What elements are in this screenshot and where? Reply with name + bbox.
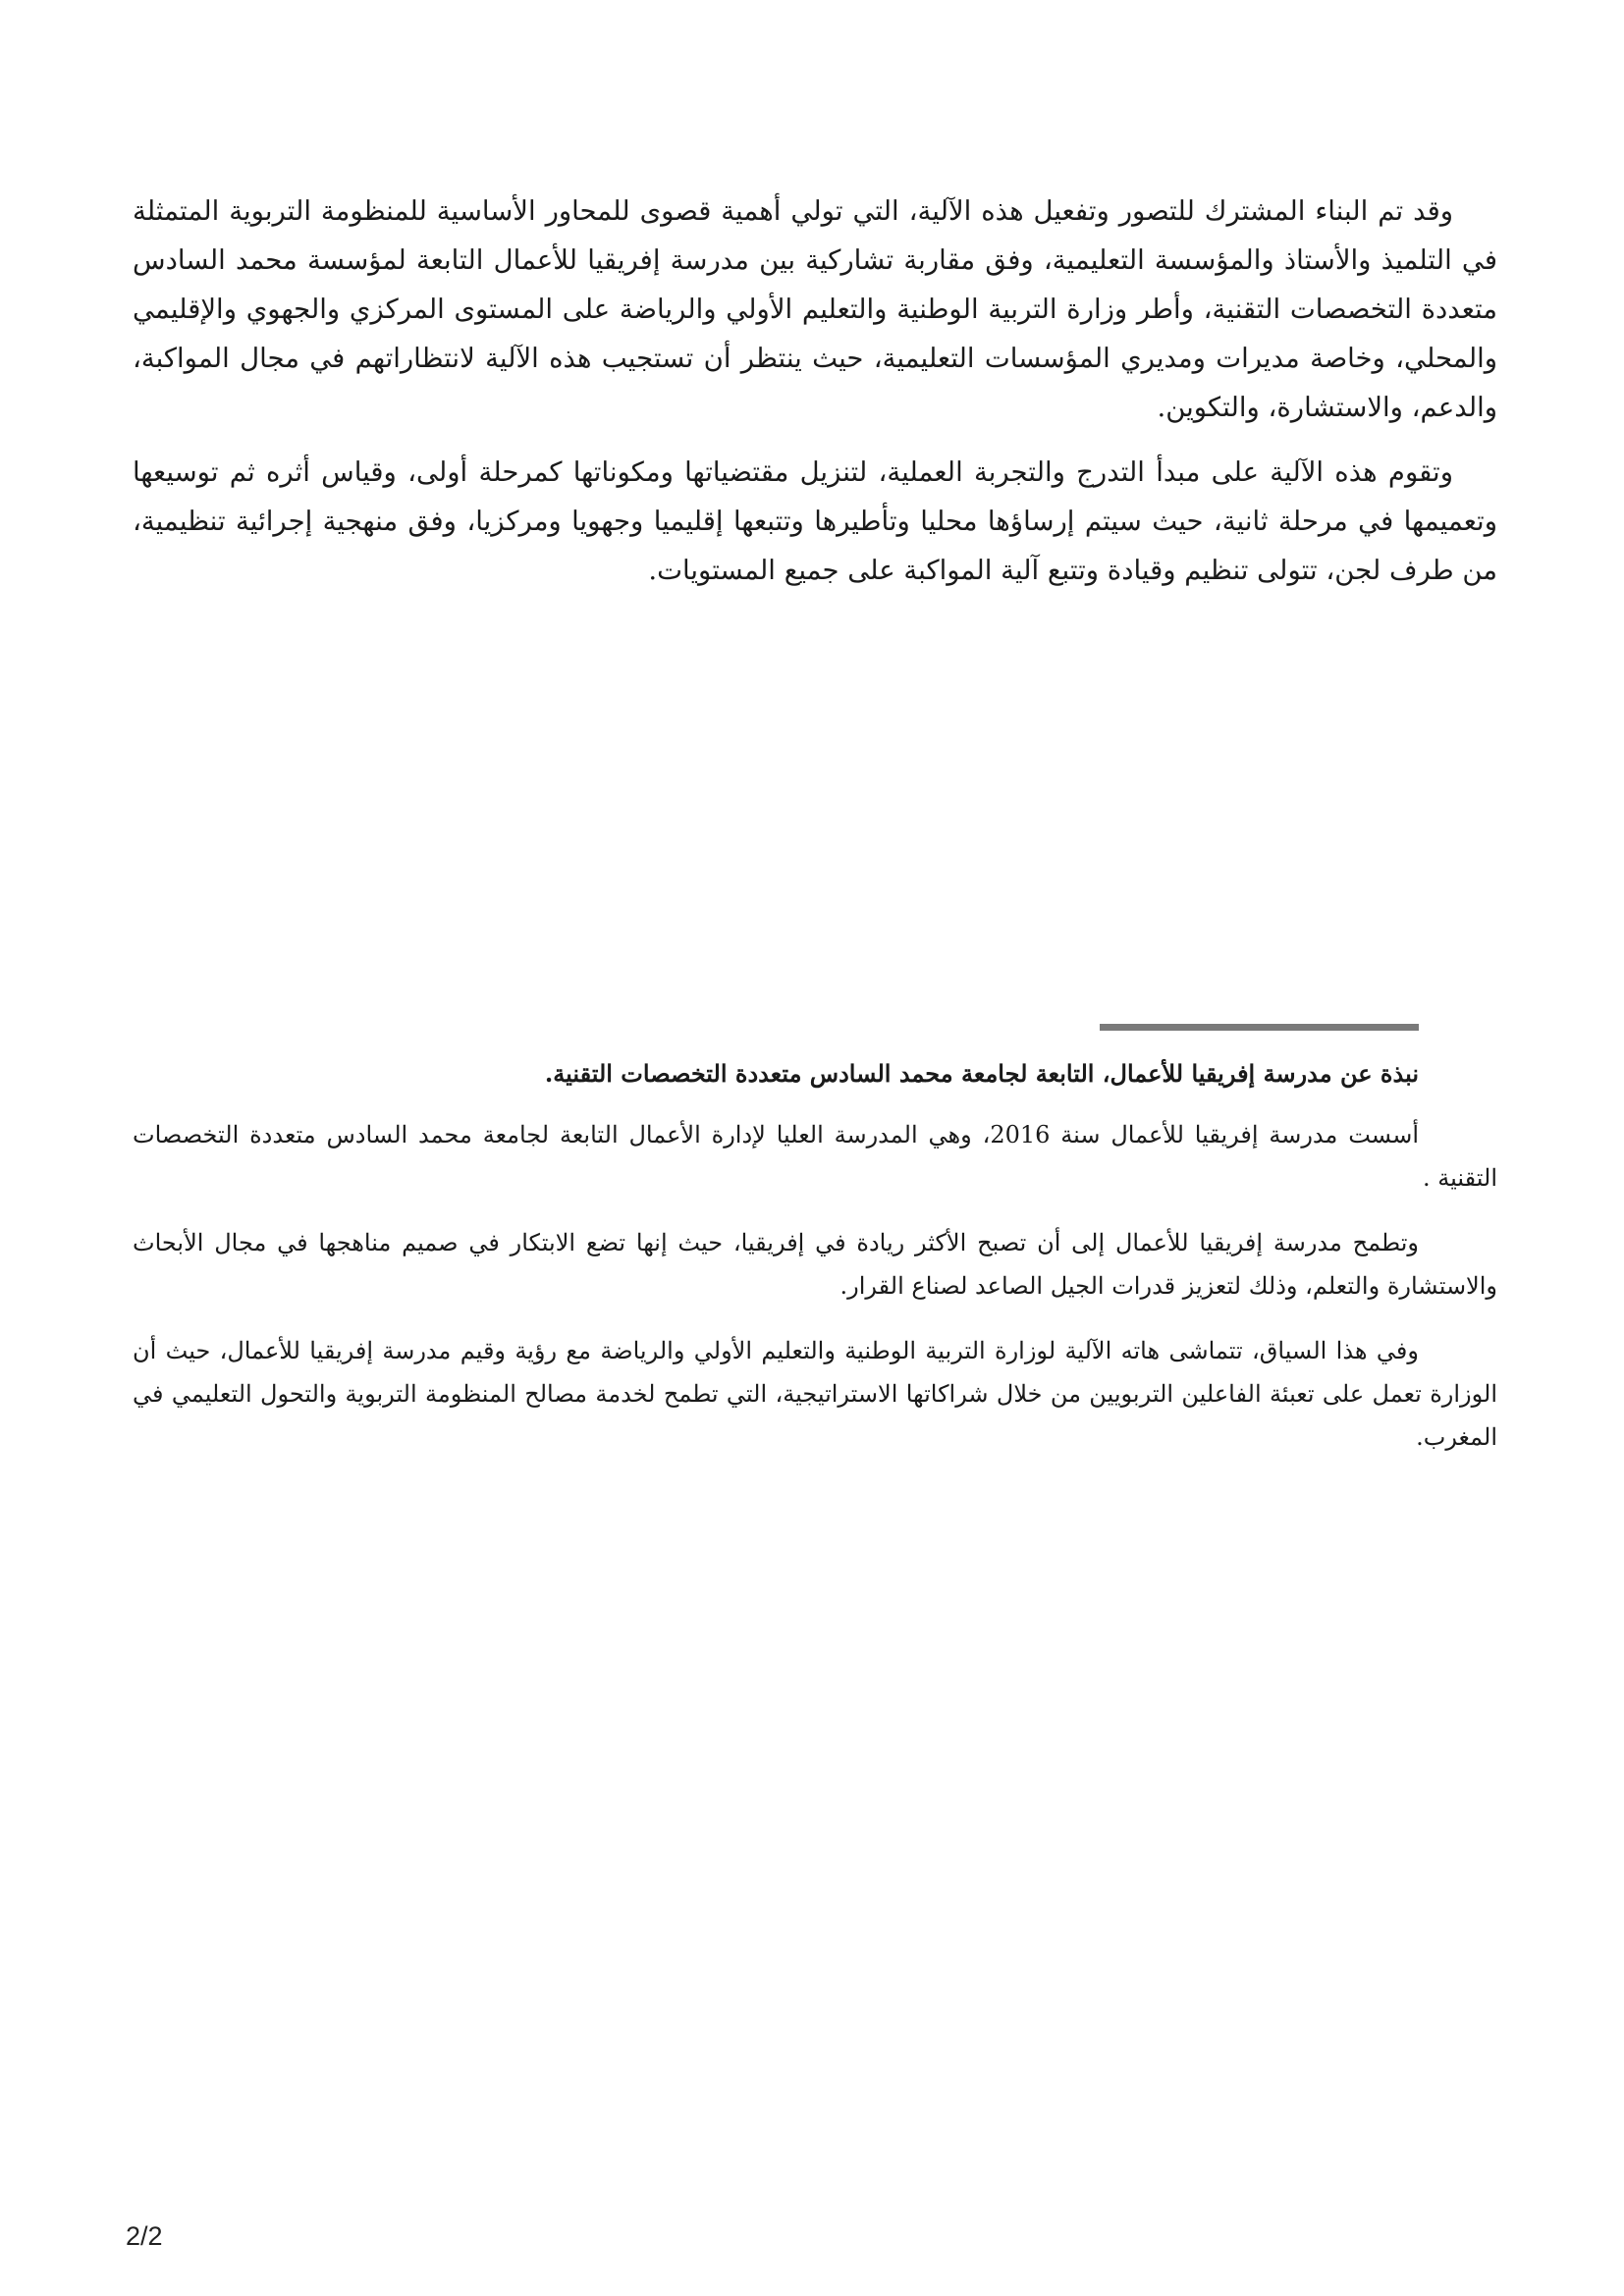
section-divider xyxy=(1100,1024,1419,1031)
about-section xyxy=(133,1052,1497,1480)
main-text-section xyxy=(133,187,1497,611)
about-paragraph-2: وتطمح مدرسة إفريقيا للأعمال إلى أن تصبح الأكثر ريادة في إفريقيا، حيث إنها تضع الابتكار في صميم مناهجها في مجال الأبحاث والاستشارة والتعلم، وذلك لتعزيز قدرات الجيل الصاعد لصناع القرار. xyxy=(133,1229,1497,1300)
about-title: نبذة عن مدرسة إفريقيا للأعمال، التابعة لجامعة محمد السادس متعددة التخصصات التقنية. xyxy=(544,1059,1419,1088)
about-paragraph-1: أسست مدرسة إفريقيا للأعمال سنة 2016، وهي المدرسة العليا لإدارة الأعمال التابعة لجامعة محمد السادس متعددة التخصصات التقنية . xyxy=(133,1121,1497,1192)
body-paragraph-1: وقد تم البناء المشترك للتصور وتفعيل هذه الآلية، التي تولي أهمية قصوى للمحاور الأساسية للمنظومة التربوية المتمثلة في التلميذ والأستاذ والمؤسسة التعليمية، وفق مقاربة تشاركية بين مدرسة إفريقيا للأعمال التابعة لمؤسسة محمد السادس متعددة التخصصات التقنية، وأطر وزارة التربية الوطنية والتعليم الأولي والرياضة على المستوى المركزي والجهوي والإقليمي والمحلي، وخاصة مديرات ومديري المؤسسات التعليمية، حيث ينتظر أن تستجيب هذه الآلية لانتظاراتهم في مجال المواكبة، والدعم، والاستشارة، والتكوين. xyxy=(133,195,1497,423)
about-paragraph-3: وفي هذا السياق، تتماشى هاته الآلية لوزارة التربية الوطنية والتعليم الأولي والرياضة مع رؤية وقيم مدرسة إفريقيا للأعمال، حيث أن الوزارة تعمل على تعبئة الفاعلين التربويين من خلال شراكاتها الاستراتيجية، التي تطمح لخدمة مصالح المنظومة التربوية والتحول التعليمي في المغرب. xyxy=(133,1337,1497,1451)
body-paragraph-2: وتقوم هذه الآلية على مبدأ التدرج والتجربة العملية، لتنزيل مقتضياتها ومكوناتها كمرحلة أولى، وقياس أثره ثم توسيعها وتعميمها في مرحلة ثانية، حيث سيتم إرساؤها محليا وتأطيرها وتتبعها إقليميا وجهويا ومركزيا، وفق منهجية إجرائية تنظيمية، من طرف لجن، تتولى تنظيم وقيادة وتتبع آلية المواكبة على جميع المستويات. xyxy=(133,456,1497,586)
page-number: 2/2 xyxy=(126,2221,163,2251)
